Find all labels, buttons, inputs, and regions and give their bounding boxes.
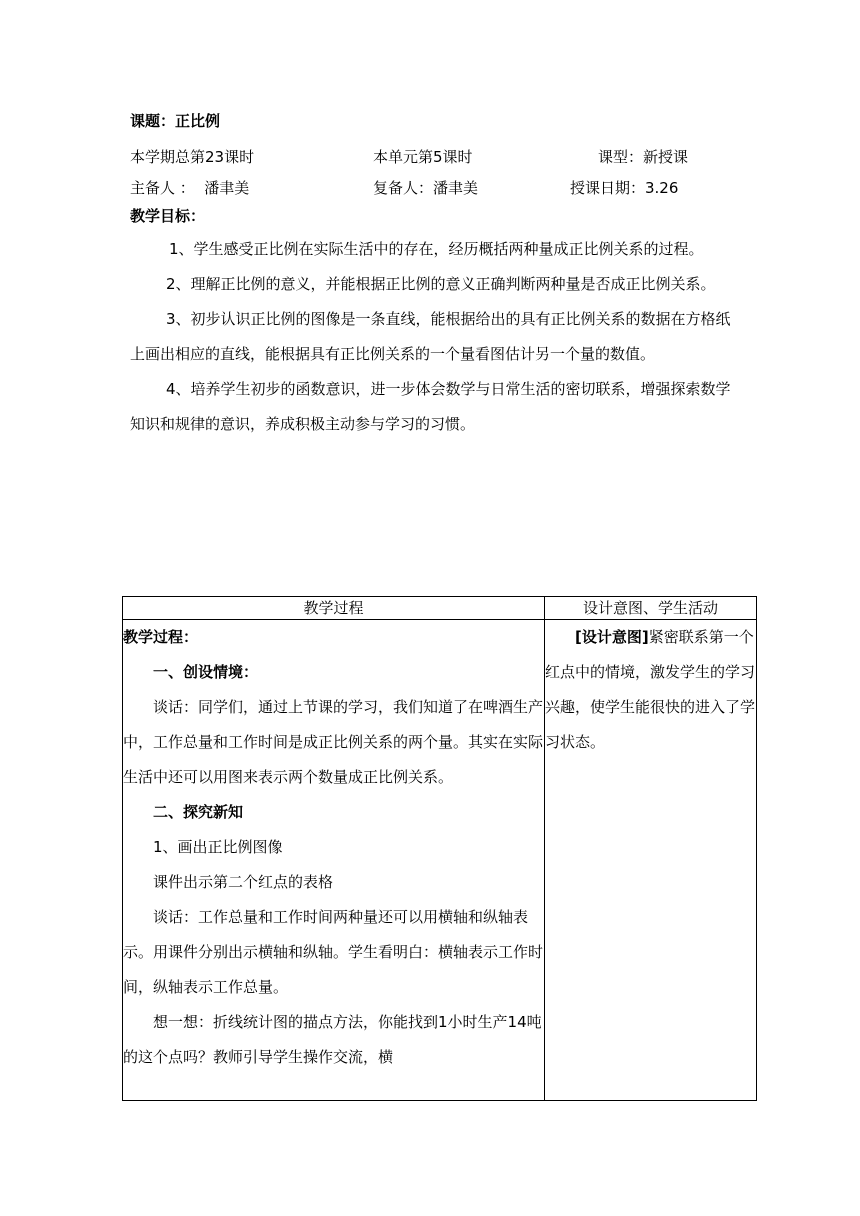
lesson-title: 课题：正比例 (130, 112, 221, 130)
sub-draw-graph: 1、画出正比例图像 (153, 838, 283, 856)
courseware-line: 课件出示第二个红点的表格 (153, 873, 334, 891)
design-intent-text (545, 620, 756, 760)
objective-item: 4、培养学生初步的函数意识，进一步体会数学与日常生活的密切联系，增强探索数学知识和规律的意识，养成积极主动参与学习的习惯。 (130, 380, 731, 433)
teaching-date: 授课日期：3.26 (570, 179, 679, 197)
info-row-periods (130, 146, 750, 168)
lesson-table (122, 596, 757, 1101)
header-design-intent: 设计意图、学生活动 (545, 597, 757, 620)
table-body-row (123, 620, 757, 1101)
unit-period: 本单元第5课时 (373, 148, 473, 166)
info-row-staff (130, 177, 750, 199)
process-heading: 教学过程： (123, 628, 199, 646)
section-create-situation: 一、创设情境： (153, 663, 259, 681)
main-preparer: 主备人 ： 潘聿美 (130, 179, 250, 197)
design-intent-cell (545, 620, 757, 1101)
table-header-row (123, 597, 757, 620)
section-explore-new: 二、探究新知 (153, 803, 244, 821)
objectives-list (130, 232, 733, 442)
think-paragraph: 想一想：折线统计图的描点方法，你能找到1小时生产14吨的这个点吗？教师引导学生操作交流，横 (123, 1013, 542, 1066)
header-process: 教学过程 (123, 597, 545, 620)
design-intent-body: 紧密联系第一个红点中的情境，激发学生的学习兴趣，使学生能很快的进入了学习状态。 (545, 628, 756, 751)
co-preparer: 复备人：潘聿美 (373, 179, 479, 197)
talk-paragraph-2: 谈话：工作总量和工作时间两种量还可以用横轴和纵轴表示。用课件分别出示横轴和纵轴。学生看明白：横轴表示工作时间，纵轴表示工作总量。 (123, 908, 544, 996)
objectives-heading: 教学目标： (130, 207, 206, 225)
lesson-type: 课型：新授课 (598, 148, 689, 166)
term-period: 本学期总第23课时 (130, 148, 255, 166)
objective-item: 2、理解正比例的意义，并能根据正比例的意义正确判断两种量是否成正比例关系。 (166, 275, 716, 293)
design-intent-label: [设计意图] (575, 628, 649, 646)
objective-item: 1、学生感受正比例在实际生活中的存在，经历概括两种量成正比例关系的过程。 (169, 240, 704, 258)
objective-item: 3、初步认识正比例的图像是一条直线，能根据给出的具有正比例关系的数据在方格纸上画出相应的直线，能根据具有正比例关系的一个量看图估计另一个量的数值。 (130, 310, 731, 363)
process-cell (123, 620, 545, 1101)
talk-paragraph-1: 谈话：同学们，通过上节课的学习，我们知道了在啤酒生产中，工作总量和工作时间是成正比例关系的两个量。其实在实际生活中还可以用图来表示两个数量成正比例关系。 (123, 698, 544, 786)
